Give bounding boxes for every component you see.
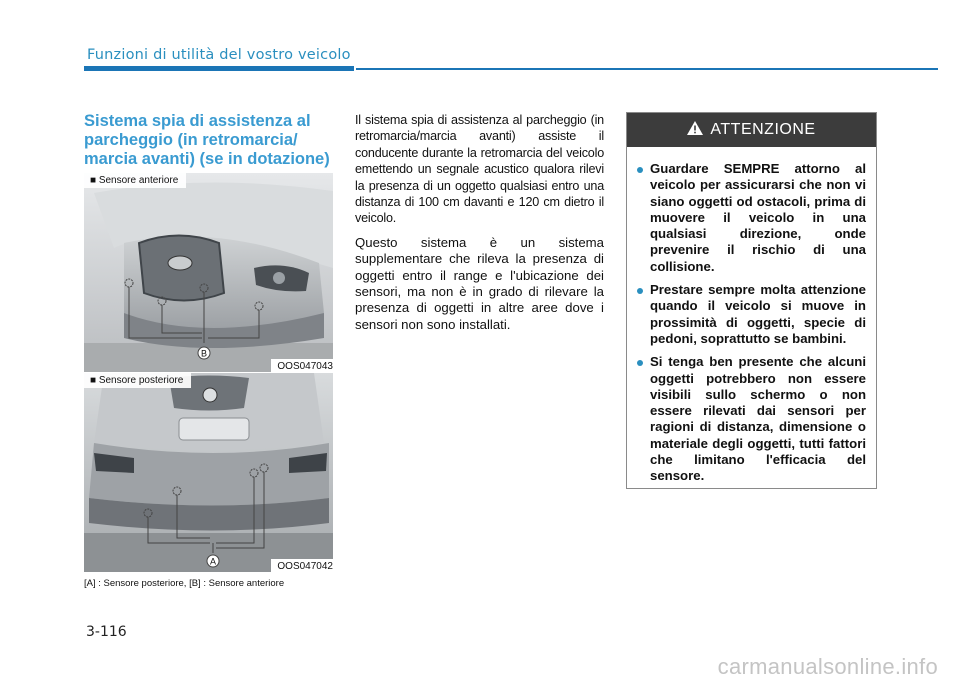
warning-item-text: Si tenga ben presente che alcuni oggetti potrebbero non essere visibili sullo schermo o non essere rilevati dai sensori per ragioni di distanza, dimensione o materiale degli oggetti, tutti fattori che limitano l'efficacia del sensore. [650,354,866,484]
body-text [355,112,604,341]
warning-item [637,282,866,347]
body-paragraph-1: Il sistema spia di assistenza al parcheggio (in retromarcia/marcia avanti) assiste il conducente durante la retromarcia del veicolo emettendo un segnale acustico qualora rilevi la presenza di un oggetto qualsiasi entro una distanza di 100 cm davanti e 120 cm dietro il veicolo. [355,113,604,226]
bullet-icon [637,360,643,366]
marker-b: B [200,348,208,359]
bullet-icon [637,167,643,173]
warning-item [637,354,866,484]
front-car-illustration [84,173,333,372]
bullet-icon [637,288,643,294]
warning-box [626,112,877,489]
watermark: carmanualsonline.info [717,654,938,679]
header-bar [84,66,354,71]
header-rule [356,68,938,70]
figure-caption: [A] : Sensore posteriore, [B] : Sensore anteriore [84,578,285,589]
warning-header [627,113,876,147]
front-sensor-figure [84,173,333,372]
warning-item-text: Prestare sempre molta attenzione quando il veicolo si muove in prossimità di oggetti, specie di pedoni, soprattutto se bambini. [650,282,866,346]
warning-item-text: Guardare SEMPRE attorno al veicolo per assicurarsi che non vi siano oggetti od ostacoli, prima di muovere il veicolo in una qualsiasi direzione, onde prevenire il rischio di una collisione. [650,161,866,274]
body-paragraph-2: Questo sistema è un sistema supplementare che rileva la presenza di oggetti entro il range e l'ubicazione dei sensori, ma non è in grado di rilevare la presenza di oggetti in altre aree dove i sensori non sono installati. [355,234,604,332]
page-number: 3-116 [86,624,127,640]
warning-item [637,161,866,275]
front-figure-code: OOS047043 [271,359,333,372]
section-title: Sistema spia di assistenza al parcheggio (in retromarcia/ marcia avanti) (se in dotazione) [84,112,330,168]
chapter-title: Funzioni di utilità del vostro veicolo [87,47,351,63]
rear-figure-code: OOS047042 [271,559,333,572]
marker-a: A [209,556,217,567]
warning-list [637,161,866,485]
rear-car-illustration [84,373,333,572]
rear-sensor-figure [84,373,333,572]
warning-title: ATTENZIONE [710,121,816,138]
front-sensor-label: ■ Sensore anteriore [84,173,186,188]
rear-sensor-label: ■ Sensore posteriore [84,373,191,388]
warning-triangle-icon [687,121,703,140]
